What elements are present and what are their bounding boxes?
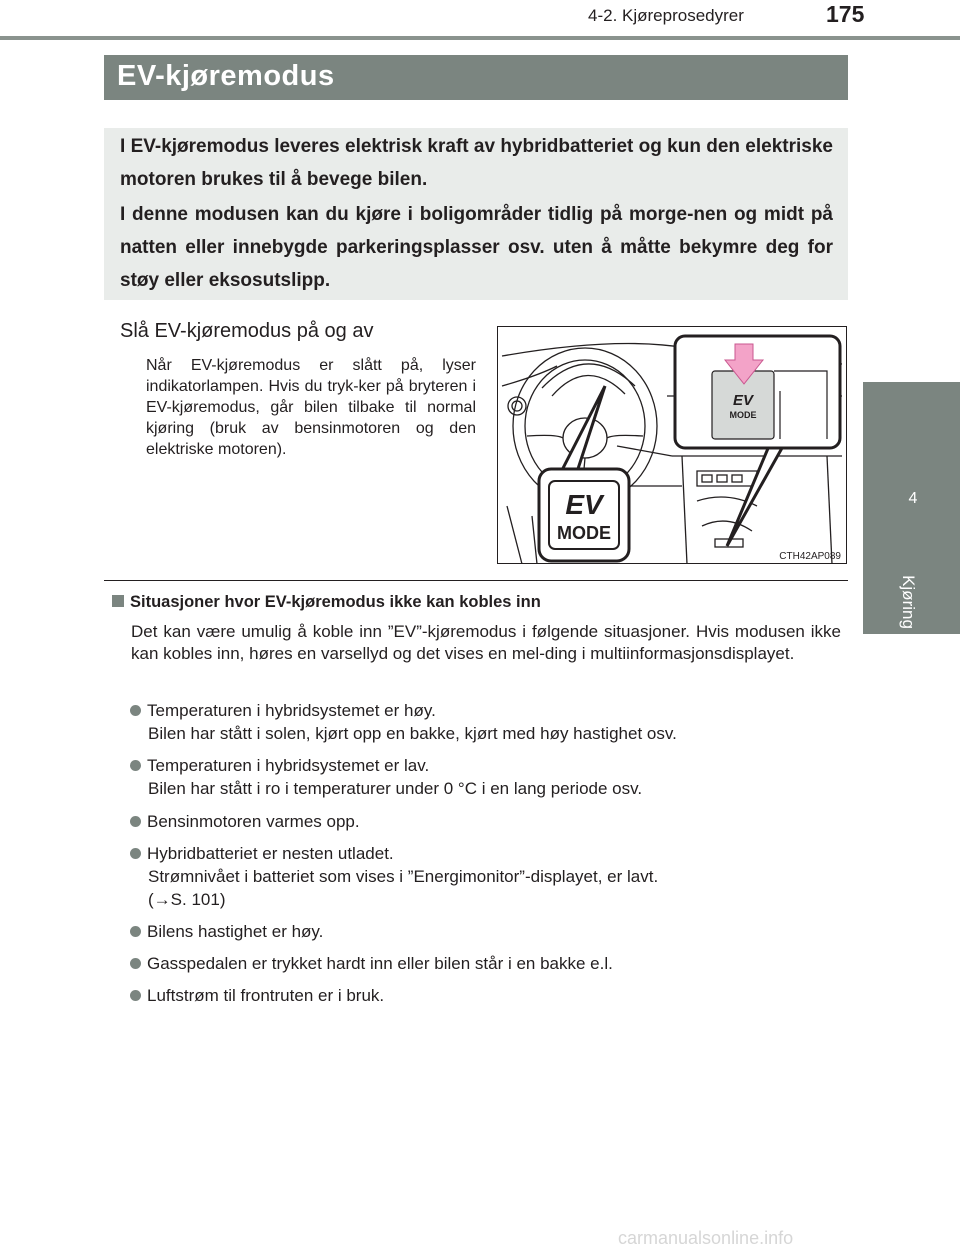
list-item-detail: Bilen har stått i solen, kjørt opp en bakke, kjørt med høy hastighet osv. <box>148 724 677 743</box>
list-item <box>130 811 360 833</box>
list-item-detail: Strømnivået i batteriet som vises i ”Energimonitor”-displayet, er lavt. <box>148 867 659 886</box>
bullet-icon <box>130 848 141 859</box>
list-item-text: Gasspedalen er trykket hardt inn eller bilen står i en bakke e.l. <box>147 954 613 973</box>
list-item <box>130 755 429 777</box>
page-reference: →S. 101 <box>153 890 220 909</box>
list-item <box>130 953 613 975</box>
situations-heading <box>112 593 541 612</box>
list-item <box>130 843 394 865</box>
page-number: 175 <box>826 1 865 27</box>
ev-button-label: EV <box>565 489 603 520</box>
situations-heading-text: Situasjoner hvor EV-kjøremodus ikke kan kobles inn <box>130 593 541 611</box>
inset-mode-label: MODE <box>729 410 757 420</box>
list-item <box>130 700 436 722</box>
chapter-title: Kjøring <box>899 575 918 629</box>
running-header-section: 4-2. Kjøreprosedyrer <box>588 6 744 25</box>
list-item-text: Temperaturen i hybridsystemet er høy. <box>147 701 436 720</box>
watermark: carmanualsonline.info <box>618 1228 794 1248</box>
illustration-code: CTH42AP089 <box>779 551 841 562</box>
intro-paragraph-1: I EV-kjøremodus leveres elektrisk kraft av hybridbatteriet og kun den elektriske motoren brukes til å bevege bilen. <box>120 136 833 190</box>
inset-ev-label: EV <box>732 392 754 409</box>
header-rule <box>0 36 960 40</box>
situations-intro: Det kan være umulig å koble inn ”EV”-kjøremodus i følgende situasjoner. Hvis modusen ikke kan kobles inn, høres en varsellyd og det vises en mel-ding i multiinformasjonsdisplayet. <box>131 622 841 663</box>
switch-description: Når EV-kjøremodus er slått på, lyser indikatorlampen. Hvis du tryk-ker på bryteren i EV-kjøremodus, går bilen tilbake til normal kjøring (bruk av bensinmotoren og den elektriske motoren). <box>146 357 476 458</box>
chapter-number: 4 <box>908 490 918 507</box>
list-item-text: Bilens hastighet er høy. <box>147 922 324 941</box>
list-item-text: Temperaturen i hybridsystemet er lav. <box>147 756 430 775</box>
bullet-icon <box>130 816 141 827</box>
page-title: EV-kjøremodus <box>117 60 335 92</box>
section-separator <box>104 580 848 581</box>
list-item-text: Hybridbatteriet er nesten utladet. <box>147 844 394 863</box>
bullet-icon <box>130 926 141 937</box>
list-item <box>130 921 323 943</box>
bullet-icon <box>130 705 141 716</box>
bullet-icon <box>130 760 141 771</box>
list-item-detail: Bilen har stått i ro i temperaturer under 0 °C i en lang periode osv. <box>148 779 643 798</box>
bullet-icon <box>130 958 141 969</box>
square-bullet-icon <box>112 595 124 607</box>
list-item-text: Bensinmotoren varmes opp. <box>147 812 360 831</box>
bullet-icon <box>130 990 141 1001</box>
ev-mode-switch-illustration <box>497 326 847 564</box>
list-item <box>130 985 384 1007</box>
switch-heading: Slå EV-kjøremodus på og av <box>120 320 374 342</box>
mode-button-label: MODE <box>557 523 611 543</box>
list-item-text: Luftstrøm til frontruten er i bruk. <box>147 986 385 1005</box>
page-reference-link[interactable]: (→S. 101) <box>148 890 226 909</box>
intro-paragraph-2: I denne modusen kan du kjøre i boligområder tidlig på morge-nen og midt på natten eller innebygde parkeringsplasser osv. uten å måtte bekymre deg for støy eller eksosutslipp. <box>120 204 833 291</box>
